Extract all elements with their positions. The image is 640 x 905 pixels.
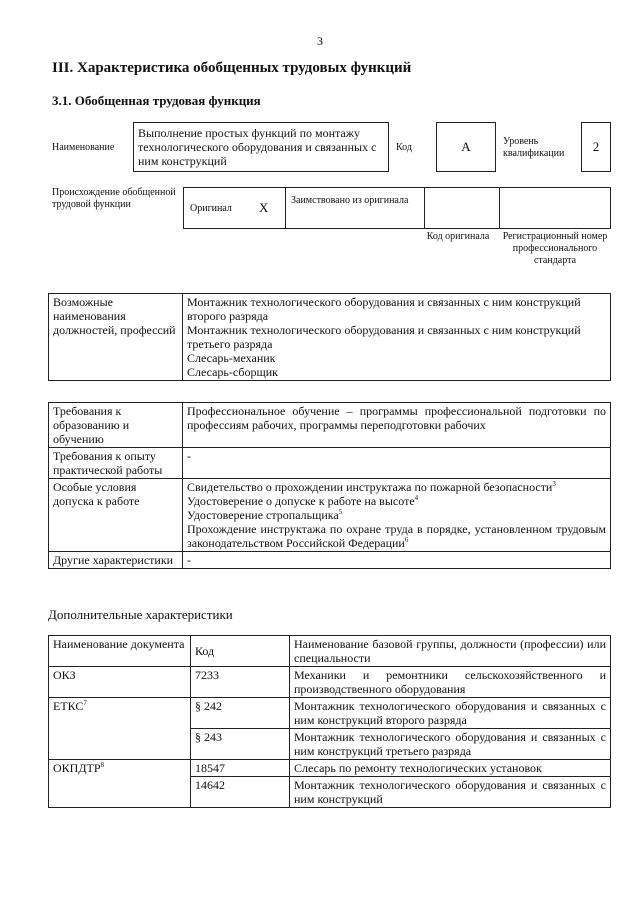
code-original-caption: Код оригинала: [426, 231, 490, 242]
other-value: -: [183, 552, 611, 569]
name-value: Выполнение простых функций по монтажу технологического оборудования и связанных с ним конструкций: [138, 126, 377, 168]
table-row: [49, 698, 611, 729]
subsection-title: 3.1. Обобщенная трудовая функция: [52, 93, 261, 108]
origin-box: [183, 187, 611, 229]
special-item: Удостоверение стропальщика$^5$: [187, 508, 343, 522]
education-value: Профессиональное обучение – программы профессиональной подготовки по профессиям рабочих, программы переподготовки рабочих: [183, 403, 611, 448]
row-doc: ОКЗ: [49, 667, 191, 698]
additional-title: Дополнительные характеристики: [48, 607, 233, 622]
row-code: 7233: [191, 667, 290, 698]
row-doc: ЕТКС$^7$: [49, 698, 191, 729]
section-title: III. Характеристика обобщенных трудовых функций: [52, 60, 412, 76]
requirements-table: [48, 402, 611, 569]
special-item: Удостоверение о допуске к работе на высоте$^4$: [187, 494, 419, 508]
reg-number-caption: Регистрационный номер профессионального стандарта: [502, 231, 608, 266]
special-cell: [183, 479, 611, 552]
position-item: Монтажник технологического оборудования и связанных с ним конструкций второго разряда: [187, 295, 581, 323]
additional-table: [48, 635, 611, 808]
origin-label: Происхождение обобщенной трудовой функции: [52, 187, 176, 210]
position-item: Монтажник технологического оборудования и связанных с ним конструкций третьего разряда: [187, 323, 581, 351]
table-row: [49, 777, 611, 808]
level-label: Уровень квалификации: [503, 136, 565, 159]
header-doc: Наименование документа: [49, 636, 191, 667]
experience-value: -: [183, 448, 611, 479]
row-name: Монтажник технологического оборудования и связанных с ним конструкций: [290, 777, 611, 808]
row-doc: [49, 729, 191, 760]
code-label: Код: [396, 142, 412, 153]
table-row: [49, 667, 611, 698]
special-label: Особые условия допуска к работе: [49, 479, 183, 552]
row-name: Монтажник технологического оборудования и связанных с ним конструкций третьего разряда: [290, 729, 611, 760]
education-label: Требования к образованию и обучению: [49, 403, 183, 448]
footnote-ref: 7: [83, 699, 87, 707]
row-doc: [49, 777, 191, 808]
footnote-ref: 5: [338, 508, 343, 516]
row-name: Механики и ремонтники сельскохозяйственного и производственного оборудования: [290, 667, 611, 698]
experience-label: Требования к опыту практической работы: [49, 448, 183, 479]
origin-divider: [424, 188, 425, 228]
table-row: [49, 729, 611, 760]
code-value: А: [436, 122, 496, 172]
name-value-box: [133, 122, 389, 172]
table-header-row: [49, 636, 611, 667]
row-code: 18547: [191, 760, 290, 777]
footnote-ref: 3: [552, 480, 556, 488]
header-name: Наименование базовой группы, должности (профессии) или специальности: [290, 636, 611, 667]
row-code: § 243: [191, 729, 290, 760]
position-item: Слесарь-сборщик: [187, 365, 278, 379]
row-code: 14642: [191, 777, 290, 808]
page-number: 3: [317, 34, 323, 48]
position-item: Слесарь-механик: [187, 351, 276, 365]
row-code: § 242: [191, 698, 290, 729]
origin-divider: [499, 188, 500, 228]
original-label: Оригинал: [190, 203, 232, 214]
row-name: Монтажник технологического оборудования и связанных с ним конструкций второго разряда: [290, 698, 611, 729]
positions-label: Возможные наименования должностей, профессий: [49, 294, 183, 381]
original-mark: Х: [259, 200, 269, 215]
row-doc: ОКПДТР$^8$: [49, 760, 191, 777]
row-name: Слесарь по ремонту технологических установок: [290, 760, 611, 777]
level-value: 2: [581, 122, 611, 172]
header-code: Код: [191, 636, 290, 667]
name-label: Наименование: [52, 142, 115, 153]
origin-divider: [285, 188, 286, 228]
special-item: Прохождение инструктажа по охране труда в порядке, установленном трудовым законодательством Российской Федерации$^6$: [187, 522, 606, 550]
positions-table: [48, 293, 611, 381]
footnote-ref: 6: [404, 536, 409, 544]
positions-cell: [183, 294, 611, 381]
other-label: Другие характеристики: [49, 552, 183, 569]
borrowed-label: Заимствовано из оригинала: [291, 195, 409, 206]
special-item: Свидетельство о прохождении инструктажа по пожарной безопасности$^3$: [187, 480, 556, 494]
footnote-ref: 4: [414, 494, 419, 502]
footnote-ref: 8: [100, 761, 105, 769]
table-row: [49, 760, 611, 777]
